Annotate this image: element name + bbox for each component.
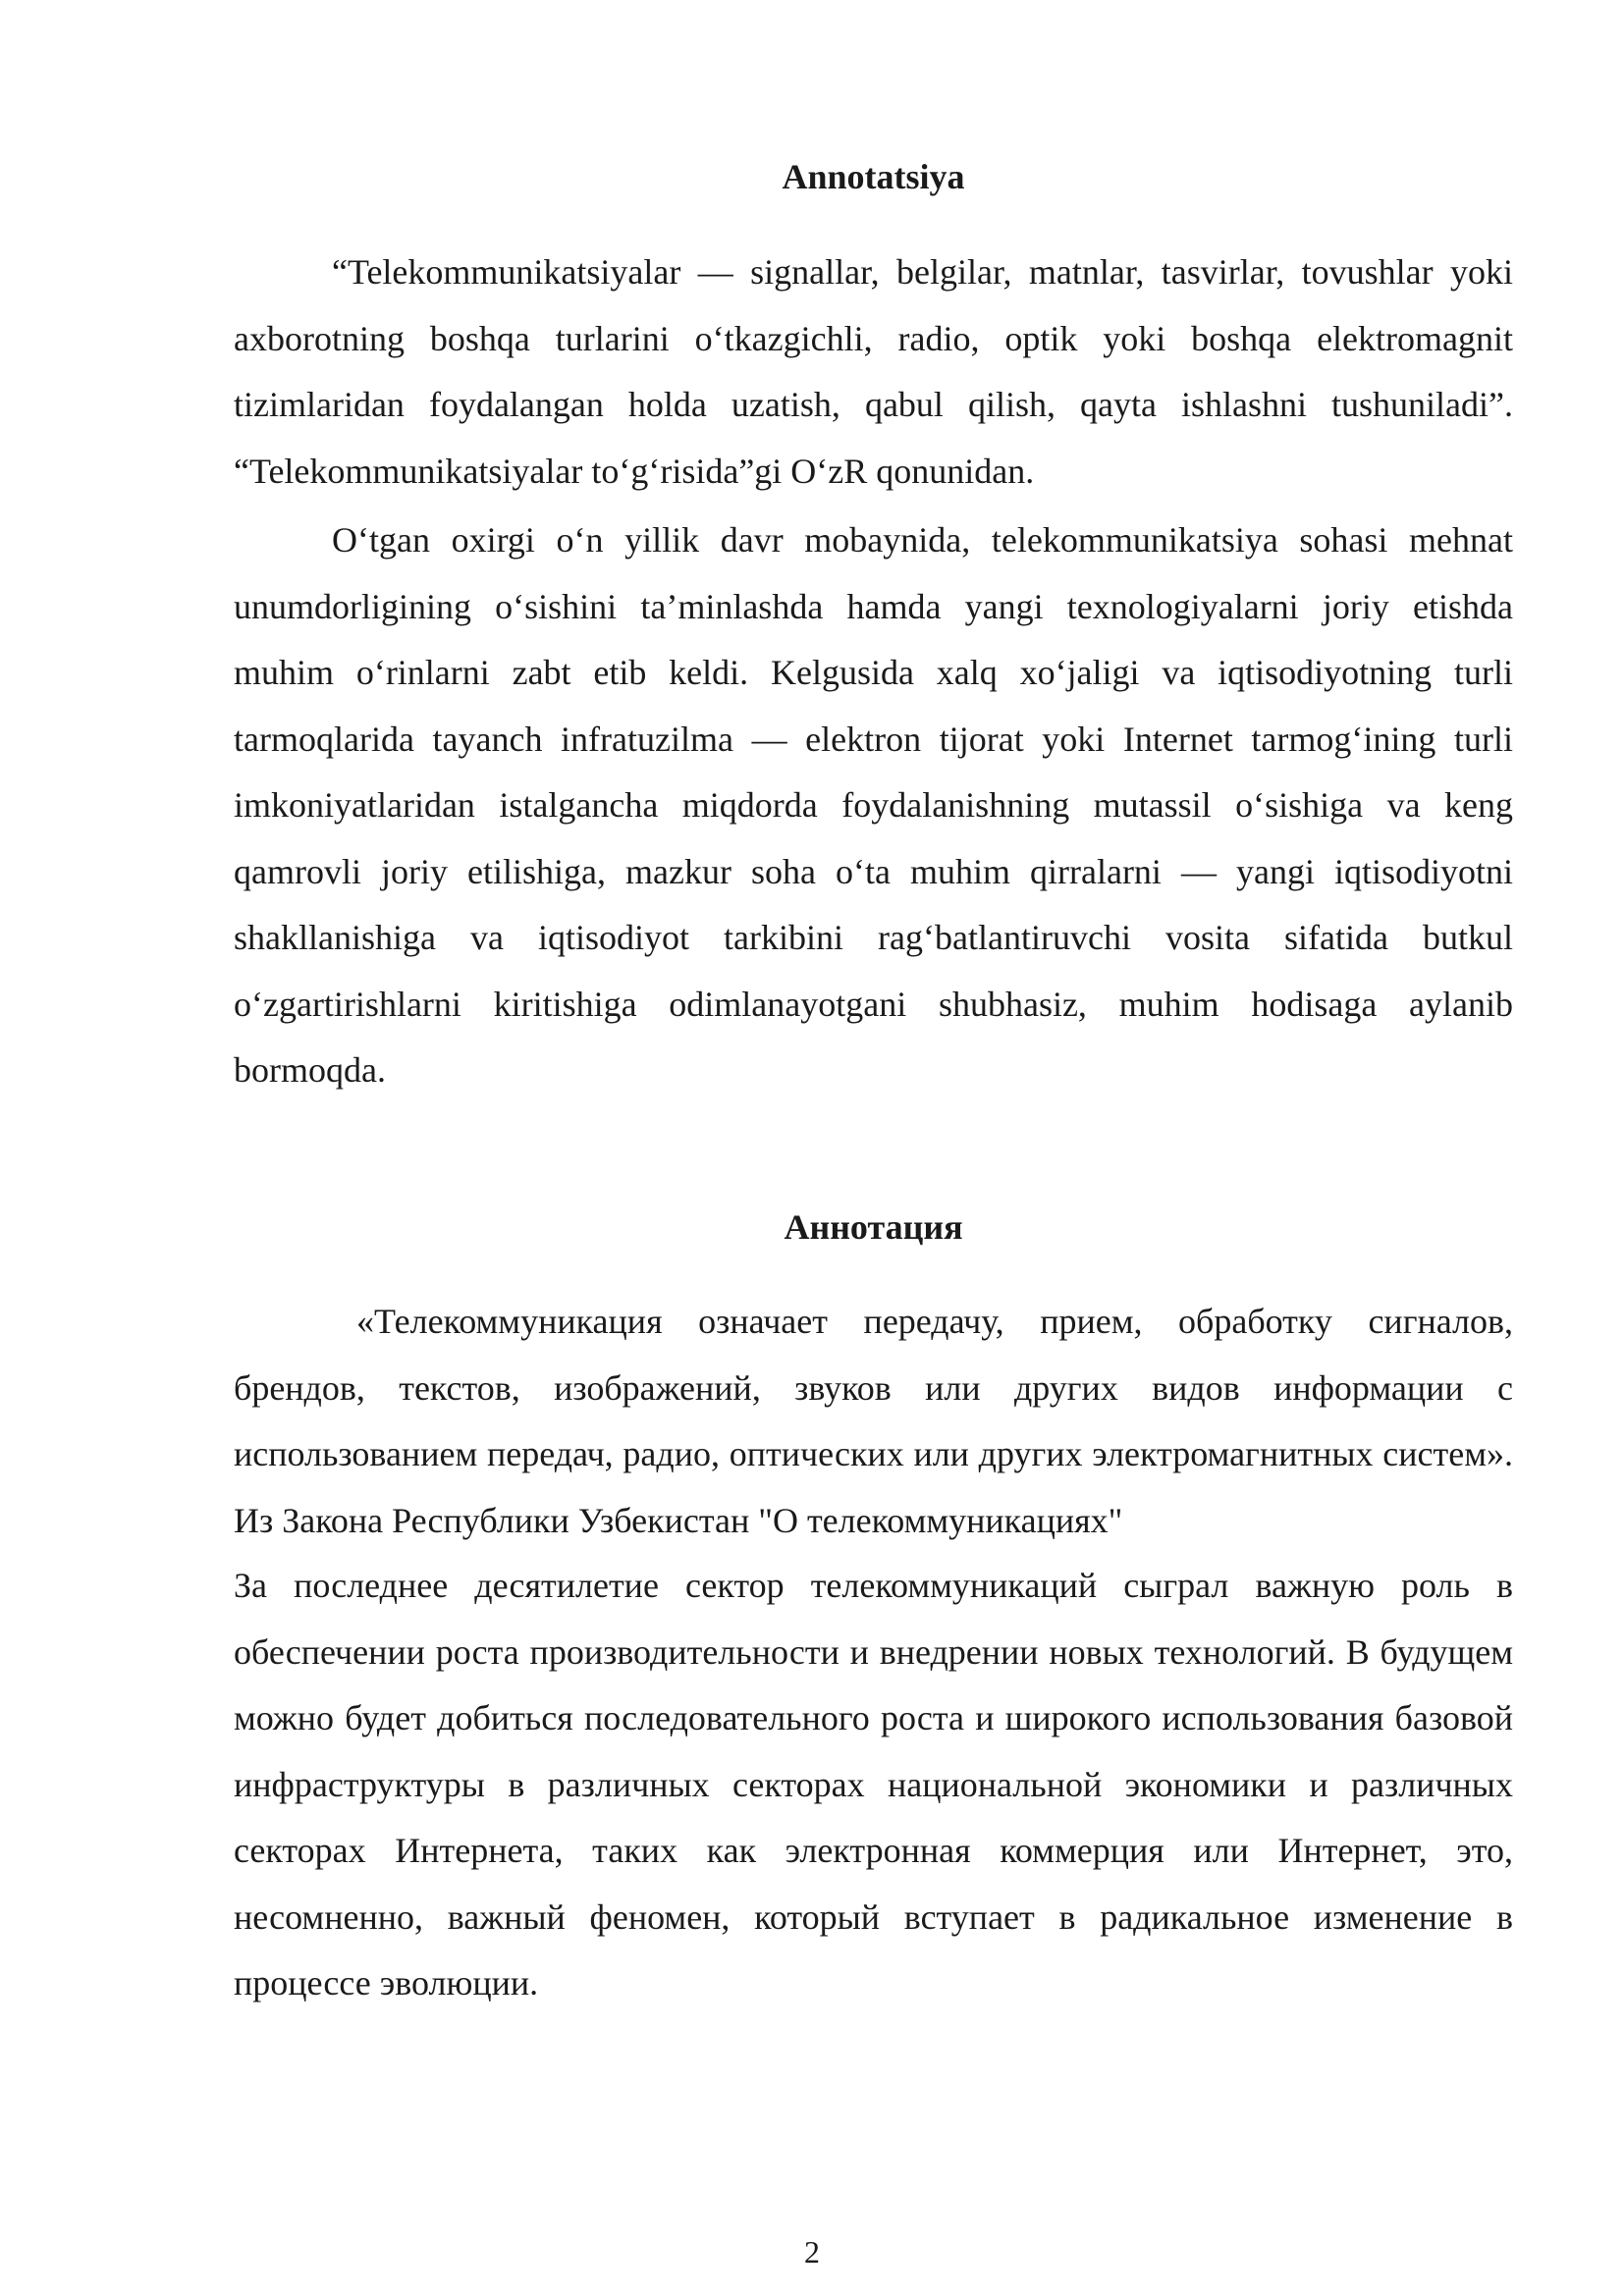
annotation-paragraph-uz-2: O‘tgan oxirgi o‘n yillik davr mobaynida, telekommunikatsiya sohasi mehnat unumdorligining o‘sishini ta’minlashda hamda yangi texnologiyalarni joriy etishda muhim o‘rinlarni zabt etib keldi. Kelgusida xalq xo‘jaligi va iqtisodiyotning turli tarmoqlarida tayanch infratuzilma — elektron tijorat yoki Internet tarmog‘ining turli imkoniyatlaridan istalgancha miqdorda foydalanishning mutassil o‘sishiga va keng qamrovli joriy etilishiga, mazkur soha o‘ta muhim qirralarni — yangi iqtisodiyotni shakllanishiga va iqtisodiyot tarkibini rag‘batlantiruvchi vosita sifatida butkul o‘zgartirishlarni kiritishiga odimlanayotgani shubhasiz, muhim hodisaga aylanib bormoqda. — [234, 520, 1513, 1090]
annotation-title-uz: Annotatsiya — [782, 157, 965, 196]
annotation-paragraph-uz-1: “Telekommunikatsiyalar — signallar, belgilar, matnlar, tasvirlar, tovushlar yoki axborotning boshqa turlarini o‘tkazgichli, radio, optik yoki boshqa elektromagnit tizimlaridan foydalangan holda uzatish, qabul qilish, qayta ishlashni tushuniladi”. “Telekommunikatsiyalar to‘g‘risida”gi O‘zR qonunidan. — [234, 252, 1513, 491]
annotation-paragraph-ru-1: «Телекоммуникация означает передачу, прием, обработку сигналов, брендов, текстов, изображений, звуков или других видов информации с использованием передач, радио, оптических или других электромагнитных систем». Из Закона Республики Узбекистан "О телекоммуникациях" — [234, 1302, 1513, 1540]
annotation-paragraph-ru-2: За последнее десятилетие сектор телекоммуникаций сыграл важную роль в обеспечении роста производительности и внедрении новых технологий. В будущем можно будет добиться последовательного роста и широкого использования базовой инфраструктуры в различных секторах национальной экономики и различных секторах Интернета, таких как электронная коммерция или Интернет, это, несомненно, важный феномен, который вступает в радикальное изменение в процессе эволюции. — [234, 1566, 1513, 2002]
page-number: 2 — [804, 2234, 820, 2269]
annotation-title-ru: Аннотация — [784, 1207, 963, 1247]
